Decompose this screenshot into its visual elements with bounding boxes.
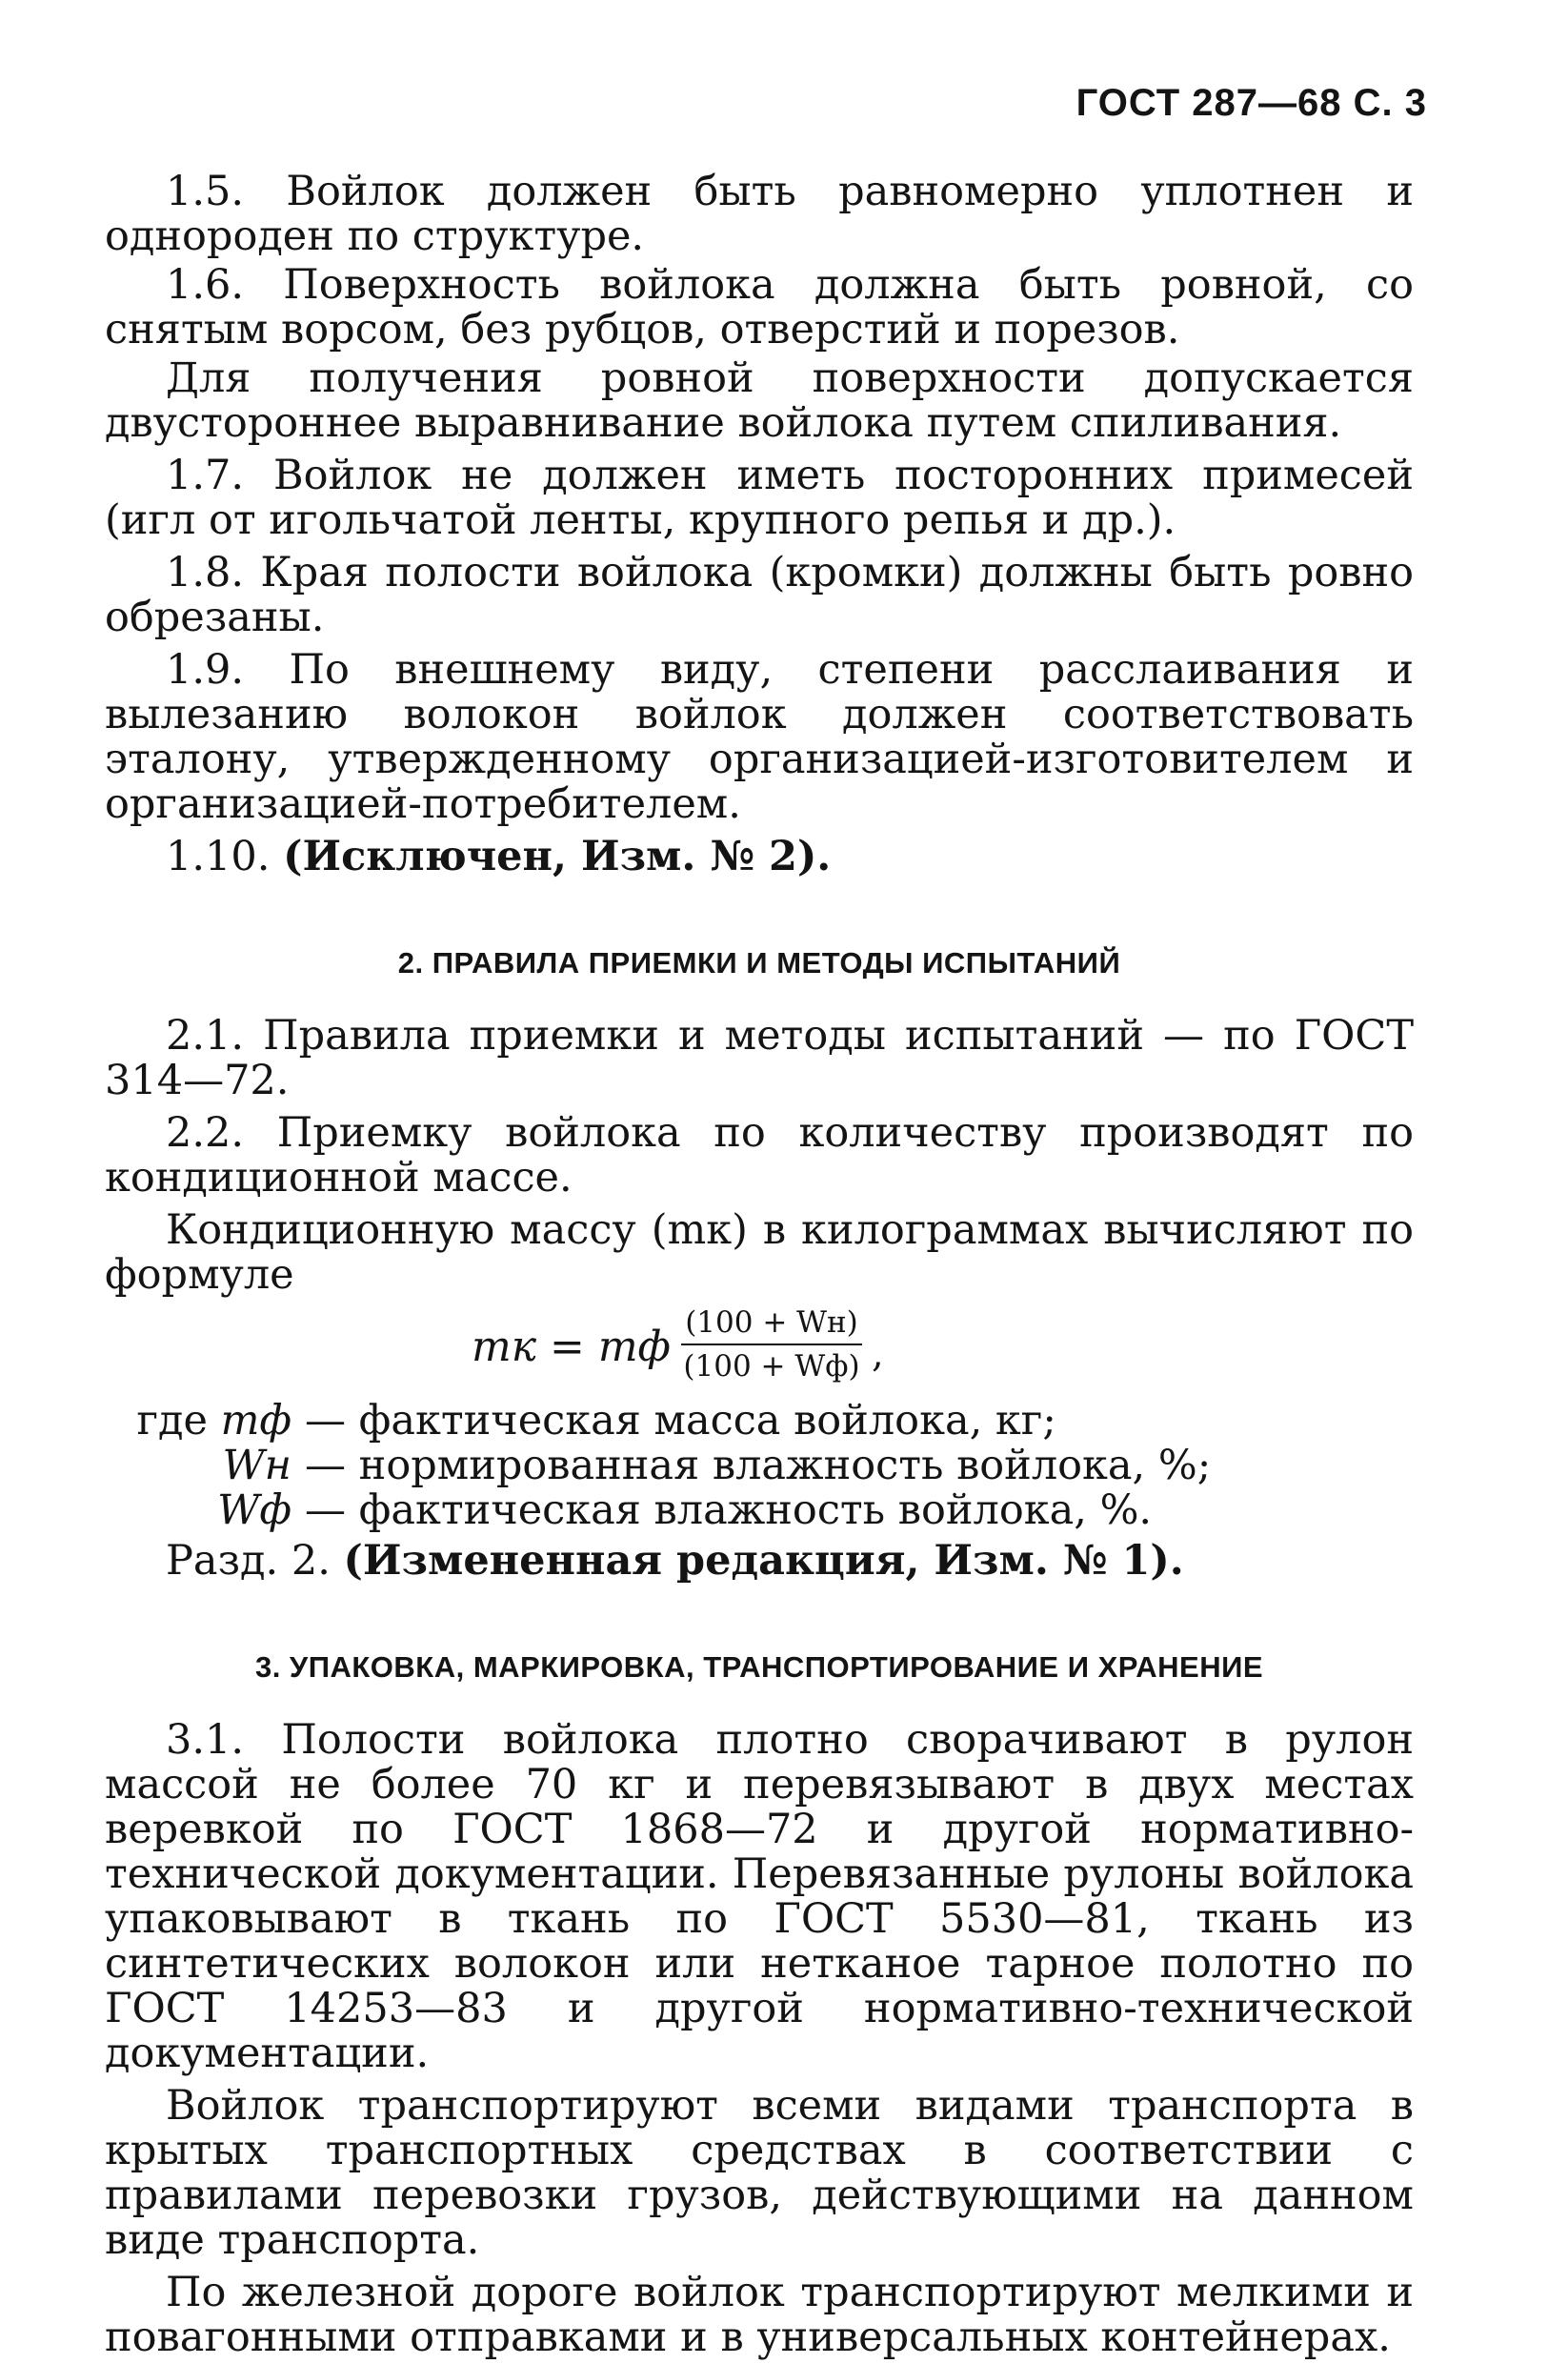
clause-1-6: 1.6. Поверхность войлока должна быть ровной, со снятым ворсом, без рубцов, отверстий и порезов. xyxy=(105,261,1414,354)
legend-symbol: mф xyxy=(220,1397,291,1445)
page-header: ГОСТ 287—68 С. 3 xyxy=(1075,82,1427,124)
section-3-title: 3. УПАКОВКА, МАРКИРОВКА, ТРАНСПОРТИРОВАНИЕ И ХРАНЕНИЕ xyxy=(254,1650,1264,1684)
amendment-text: (Измененная редакция, Изм. № 1). xyxy=(343,1537,1184,1585)
formula-comma: , xyxy=(872,1332,884,1376)
formula-legend xyxy=(105,1399,1414,1533)
legend-row xyxy=(105,1444,1414,1488)
conditioned-mass-formula xyxy=(105,1303,1414,1395)
clause-1-8: 1.8. Края полости войлока (кромки) должны быть ровно обрезаны. xyxy=(105,549,1414,641)
clause-1-6-note: Для получения ровной поверхности допускается двустороннее выравнивание войлока путем спиливания. xyxy=(105,354,1414,447)
formula-fraction xyxy=(681,1303,862,1385)
legend-symbol: Wн xyxy=(222,1442,291,1489)
legend-definition: — фактическая масса войлока, кг; xyxy=(305,1397,1056,1445)
legend-row xyxy=(105,1399,1414,1444)
clause-2-2: 2.2. Приемку войлока по количеству производят по кондиционной массе. xyxy=(105,1109,1414,1202)
legend-definition: — нормированная влажность войлока, %; xyxy=(305,1442,1212,1489)
section-2-title: 2. ПРАВИЛА ПРИЕМКИ И МЕТОДЫ ИСПЫТАНИЙ xyxy=(397,946,1121,980)
formula-numerator: (100 + Wн) xyxy=(685,1305,858,1340)
amendment-prefix: Разд. 2. xyxy=(166,1537,331,1585)
formula-denominator: (100 + Wф) xyxy=(683,1349,860,1384)
formula-lhs: mк = mф xyxy=(472,1323,671,1371)
formula-intro: Кондиционную массу (mк) в килограммах вычисляют по формуле xyxy=(105,1206,1414,1299)
legend-where: где xyxy=(136,1397,208,1445)
clause-1-9: 1.9. По внешнему виду, степени расслаивания и вылезанию волокон войлок должен соответствовать эталону, утвержденному организацией-изготовителем и организацией-потребителем. xyxy=(105,646,1414,828)
legend-definition: — фактическая влажность войлока, %. xyxy=(305,1486,1153,1534)
section-2-amendment xyxy=(105,1539,1414,1584)
clause-3-1: 3.1. Полости войлока плотно сворачивают в рулон массой не более 70 кг и перевязывают в двух местах веревкой по ГОСТ 1868—72 и другой нормативно-технической документации. Перевязанные рулоны войлока упаковывают в ткань по ГОСТ 5530—81, ткань из синтетических волокон или нетканое тарное полотно по ГОСТ 14253—83 и другой нормативно-технической документации. xyxy=(105,1716,1414,2077)
clause-1-5: 1.5. Войлок должен быть равномерно уплотнен и однороден по структуре. xyxy=(105,168,1414,260)
fraction-bar xyxy=(681,1344,862,1345)
document-body xyxy=(105,170,1414,2364)
legend-symbol: Wф xyxy=(217,1486,291,1534)
clause-1-10 xyxy=(105,835,1414,879)
clause-2-1: 2.1. Правила приемки и методы испытаний — по ГОСТ 314—72. xyxy=(105,1012,1414,1104)
legend-row xyxy=(105,1488,1414,1533)
railway-paragraph: По железной дороге войлок транспортируют мелкими и повагонными отправками и в универсальных контейнерах. xyxy=(105,2269,1414,2361)
clause-1-10-status: (Исключен, Изм. № 2). xyxy=(283,833,832,880)
clause-1-7: 1.7. Войлок не должен иметь посторонних примесей (игл от игольчатой ленты, крупного репья и др.). xyxy=(105,452,1414,544)
clause-1-10-number: 1.10. xyxy=(166,833,271,880)
transport-paragraph: Войлок транспортируют всеми видами транспорта в крытых транспортных средствах в соответствии с правилами перевозки грузов, действующими на данном виде транспорта. xyxy=(105,2082,1414,2264)
